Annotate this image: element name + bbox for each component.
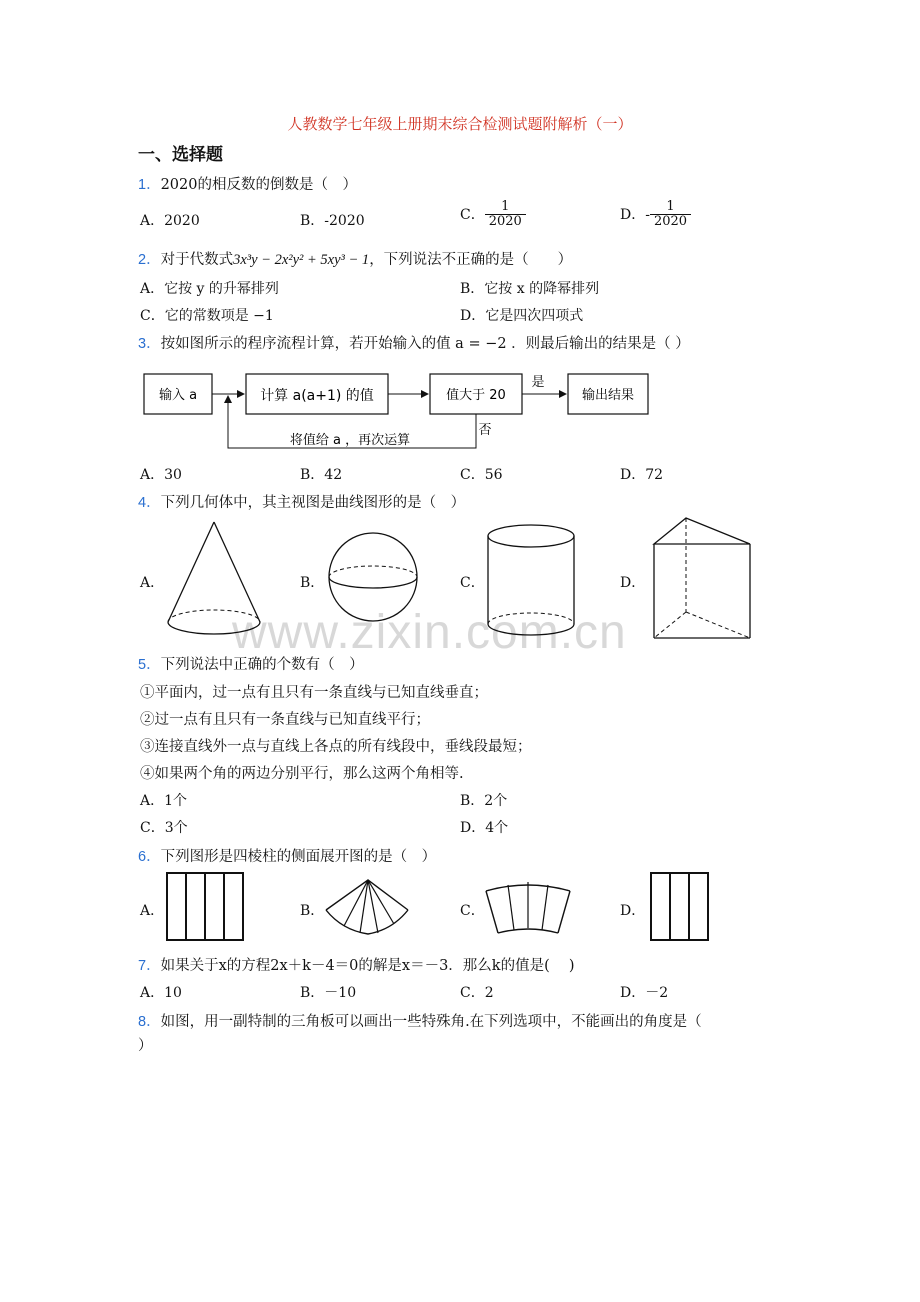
q1-option-c: C． $\frac{1}{2020}$ [460,200,526,230]
question-1 [138,173,357,194]
q1-option-d: D．- $\frac{1}{2020}$ [620,200,691,230]
q5-statement-4: ④如果两个角的两边分别平行，那么这两个角相等. [140,766,464,782]
loop-label: 将值给 a ，再次运算 [289,433,411,448]
watermark: www.zixin.com.cn [232,606,627,659]
cone-figure [160,518,270,640]
sphere-figure [326,522,422,634]
question-text: 2020的相反数的倒数是（ ） [160,177,357,193]
cylinder-figure [484,520,580,642]
q6-option-d: D． [620,903,646,919]
input-box-label: 输入 a [158,388,198,403]
triangular-prism-figure [650,516,756,642]
q5-option-c: C．3个 [140,820,188,836]
q3-option-d: D．72 [620,467,664,483]
q1-option-b: B．-2020 [300,213,365,229]
q5-statement-3: ③连接直线外一点与直线上各点的所有线段中，垂线段最短； [140,739,532,755]
compute-box-label: 计算 a(a+1) 的值 [260,388,374,404]
q5-option-a: A．1个 [140,793,188,809]
three-rectangles-net [648,871,712,943]
question-6: 6．下列图形是四棱柱的侧面展开图的是（ ） [138,849,437,865]
q2-option-a: A．它按 y 的升幂排列 [140,281,279,297]
question-8: 8．如图，用一副特制的三角板可以画出一些特殊角.在下列选项中，不能画出的角度是（ [138,1014,702,1030]
trapezoid-net-figure [482,877,574,939]
q3-option-c: C．56 [460,467,503,483]
q5-option-d: D．4个 [460,820,509,836]
q7-option-b: B．－10 [300,985,357,1001]
question-2: 2．对于代数式3x³y − 2x²y² + 5xy³ − 1，下列说法不正确的是（ ） [138,252,573,268]
question-3: 3．按如图所示的程序流程计算，若开始输入的值 a = −2 ．则最后输出的结果是（ ） [138,336,690,352]
q4-option-d: D． [620,575,646,591]
fan-net-figure [322,876,412,938]
q2-option-c: C．它的常数项是 −1 [140,308,274,324]
q6-option-a: A． [140,903,165,919]
yes-label: 是 [531,375,545,390]
output-box-label: 输出结果 [581,388,635,403]
q7-option-d: D．－2 [620,985,669,1001]
question-5: 5．下列说法中正确的个数有（ ） [138,657,364,673]
q1-option-a: A．2020 [140,213,200,229]
q6-option-c: C． [460,903,485,919]
q4-option-c: C． [460,575,485,591]
check-box-label: 值大于 20 [446,388,506,403]
algebraic-expression: 3x³y − 2x²y² + 5xy³ − 1 [233,252,370,268]
q3-option-b: B．42 [300,467,343,483]
document-title: 人教数学七年级上册期末综合检测试题附解析（一） [287,115,633,133]
q5-statement-2: ②过一点有且只有一条直线与已知直线平行； [140,712,430,728]
question-7: 7．如果关于x的方程2x＋k－4＝0的解是x＝－3．那么k的值是( ) [138,958,575,974]
q7-option-a: A．10 [140,985,182,1001]
q4-option-a: A． [140,575,165,591]
q4-option-b: B． [300,575,325,591]
q5-option-b: B．2个 [460,793,508,809]
q5-statement-1: ①平面内，过一点有且只有一条直线与已知直线垂直； [140,685,488,701]
four-rectangles-net [164,871,246,943]
q2-option-b: B．它按 x 的降幂排列 [460,281,600,297]
q3-option-a: A．30 [140,467,182,483]
q6-option-b: B． [300,903,325,919]
q2-option-d: D．它是四次四项式 [460,308,584,324]
question-4: 4．下列几何体中，其主视图是曲线图形的是（ ） [138,495,466,511]
question-8-continued: ） [138,1038,153,1054]
q7-option-c: C．2 [460,985,494,1001]
no-label: 否 [478,423,492,438]
section-heading: 一、选择题 [138,145,223,165]
flowchart [140,362,660,454]
question-number: 1． [138,177,161,193]
